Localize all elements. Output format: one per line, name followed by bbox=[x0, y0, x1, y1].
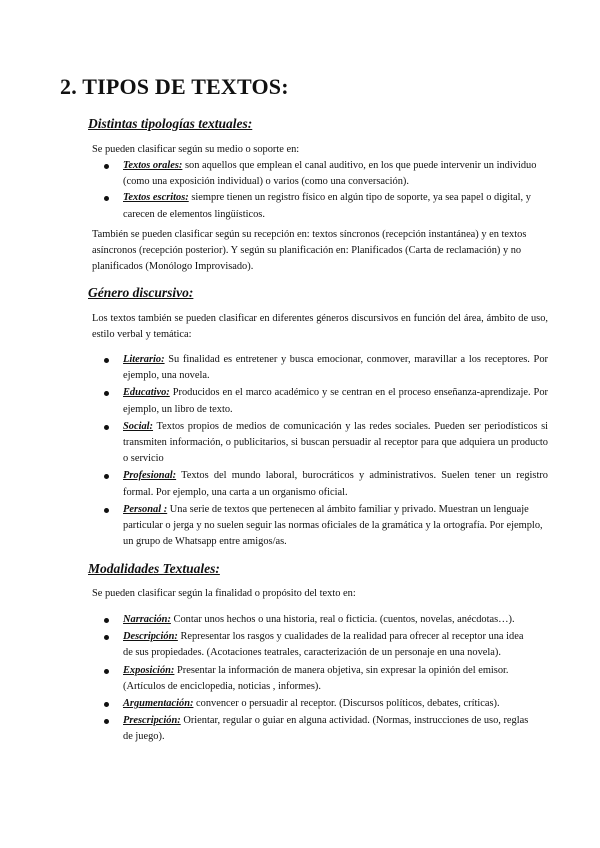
list-item-term: Personal : bbox=[123, 503, 168, 515]
list-item bbox=[92, 419, 548, 468]
bullet-icon bbox=[104, 474, 109, 479]
bullet-icon bbox=[104, 719, 109, 724]
list-item bbox=[92, 468, 548, 500]
list-item bbox=[92, 696, 532, 712]
list-item-text: Presentar la información de manera objetiva, sin expresar la opinión del emisor. (Artículos de enciclopedia, noticias , informes). bbox=[123, 664, 509, 692]
section-heading-genero: Género discursivo: bbox=[88, 285, 194, 300]
list-item-term: Textos escritos: bbox=[123, 192, 189, 204]
section2-list bbox=[92, 352, 548, 550]
section1-list bbox=[92, 158, 552, 223]
list-item-text: son aquellos que emplean el canal auditivo, en los que puede intervenir un individuo (como una exposición individual) o varios (como una conversación). bbox=[123, 160, 537, 188]
list-item bbox=[92, 663, 532, 695]
list-item-text: Su finalidad es entretener y busca emocionar, conmover, maravillar a los receptores. Por ejemplo, una novela. bbox=[123, 354, 548, 382]
list-item-term: Descripción: bbox=[123, 631, 178, 643]
section1-paragraph: También se pueden clasificar según su recepción en: textos síncronos (recepción instantánea) y en textos asíncronos (recepción posterior). Y según su planificación en: Planificados (Carta de reclamación) y no planificados (Monólogo Improvisado). bbox=[92, 229, 527, 273]
list-item-text: Una serie de textos que pertenecen al ámbito familiar y privado. Muestran un lenguaje particular o jerga y no suelen seguir las normas oficiales de la gramática y la ortografía. Por ejemplo, un grupo de Whatsapp entre amigos/as. bbox=[123, 503, 543, 548]
list-item-text: Orientar, regular o guiar en alguna actividad. (Normas, instrucciones de uso, reglas de juego). bbox=[123, 715, 529, 743]
list-item-text: Producidos en el marco académico y se centran en el proceso enseñanza-aprendizaje. Por ejemplo, un libro de texto. bbox=[123, 387, 548, 415]
list-item-term: Educativo: bbox=[123, 387, 170, 399]
bullet-icon bbox=[104, 196, 109, 201]
list-item-term: Prescripción: bbox=[123, 715, 181, 727]
list-item bbox=[92, 713, 532, 745]
list-item bbox=[92, 158, 552, 190]
bullet-icon bbox=[104, 618, 109, 623]
list-item-term: Argumentación: bbox=[123, 698, 194, 710]
list-item bbox=[92, 629, 532, 661]
bullet-icon bbox=[104, 508, 109, 513]
bullet-icon bbox=[104, 164, 109, 169]
bullet-icon bbox=[104, 358, 109, 363]
bullet-icon bbox=[104, 635, 109, 640]
section3-list bbox=[92, 612, 532, 746]
list-item bbox=[92, 190, 552, 222]
list-item-text: Representar los rasgos y cualidades de la realidad para ofrecer al receptor una idea de sus propiedades. (Acotaciones teatrales, caracterización de un personaje en una novela). bbox=[123, 631, 524, 659]
bullet-icon bbox=[104, 391, 109, 396]
list-item-term: Narración: bbox=[123, 614, 171, 625]
list-item-term: Social: bbox=[123, 420, 154, 432]
bullet-icon bbox=[104, 702, 109, 707]
list-item bbox=[92, 502, 548, 551]
list-item-text: Textos propios de medios de comunicación y las redes sociales. Pueden ser periodísticos si transmiten información, o publicitarios, si buscan persuadir al receptor para que adquiera un producto o servicio bbox=[123, 420, 548, 465]
section3-intro: Se pueden clasificar según la finalidad o propósito del texto en: bbox=[92, 588, 356, 599]
list-item bbox=[92, 352, 548, 384]
list-item bbox=[92, 385, 548, 417]
list-item-term: Exposición: bbox=[123, 664, 175, 676]
list-item-text: Textos del mundo laboral, burocráticos y administrativos. Suelen tener un registro formal. Por ejemplo, una carta a un organismo oficial. bbox=[123, 470, 548, 498]
list-item bbox=[92, 612, 532, 628]
page-title: 2. TIPOS DE TEXTOS: bbox=[60, 74, 289, 99]
list-item-text: siempre tienen un registro físico en algún tipo de soporte, ya sea papel o digital, y carecen de elementos lingüísticos. bbox=[123, 192, 531, 220]
section1-intro: Se pueden clasificar según su medio o soporte en: bbox=[92, 144, 300, 155]
list-item-term: Literario: bbox=[123, 354, 165, 365]
section-heading-tipologias: Distintas tipologías textuales: bbox=[88, 116, 253, 131]
list-item-term: Profesional: bbox=[123, 470, 177, 482]
bullet-icon bbox=[104, 669, 109, 674]
section2-intro: Los textos también se pueden clasificar en diferentes géneros discursivos en función del área, ámbito de uso, estilo verbal y temática: bbox=[92, 313, 548, 341]
bullet-icon bbox=[104, 425, 109, 430]
list-item-text: Contar unos hechos o una historia, real o ficticia. (cuentos, novelas, anécdotas…). bbox=[170, 614, 515, 625]
list-item-text: convencer o persuadir al receptor. (Discursos políticos, debates, críticas). bbox=[193, 698, 500, 710]
list-item-term: Textos orales: bbox=[123, 160, 183, 171]
section-heading-modalidades: Modalidades Textuales: bbox=[88, 561, 220, 576]
